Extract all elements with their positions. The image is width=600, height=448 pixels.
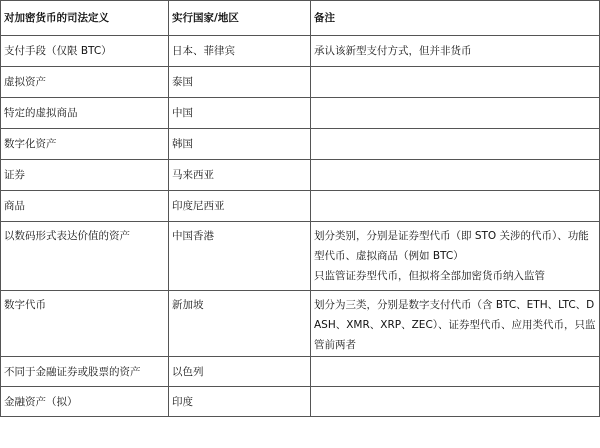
- table-row: [1, 160, 600, 191]
- table-row: [1, 357, 600, 387]
- cell-definition: 金融资产（拟）: [1, 387, 169, 417]
- cell-definition: 不同于金融证券或股票的资产: [1, 357, 169, 387]
- table-row: [1, 291, 600, 357]
- cell-definition: 数字化资产: [1, 129, 169, 160]
- cell-region: 中国: [169, 98, 311, 129]
- cell-notes: [311, 129, 600, 160]
- cell-notes: [311, 191, 600, 222]
- note-line: 承认该新型支付方式，但并非货币: [314, 45, 472, 57]
- cell-notes: [311, 291, 600, 357]
- table-row: [1, 129, 600, 160]
- cell-notes: [311, 36, 600, 67]
- cell-notes: [311, 160, 600, 191]
- cell-region: 以色列: [169, 357, 311, 387]
- note-line: 划分类别，分别是证券型代币（即 STO 关涉的代币）、功能型代币、虚拟商品（例如 BTC）: [314, 230, 589, 262]
- cell-notes: [311, 222, 600, 291]
- cell-region: 新加坡: [169, 291, 311, 357]
- cell-notes: [311, 67, 600, 98]
- header-definition: 对加密货币的司法定义: [1, 1, 169, 36]
- header-notes: 备注: [311, 1, 600, 36]
- cell-definition: 商品: [1, 191, 169, 222]
- cell-definition: 数字代币: [1, 291, 169, 357]
- cell-notes: [311, 357, 600, 387]
- table-row: [1, 191, 600, 222]
- note-line: 只监管证券型代币，但拟将全部加密货币纳入监管: [314, 270, 545, 282]
- cell-region: 马来西亚: [169, 160, 311, 191]
- table-header-row: [1, 1, 600, 36]
- cell-definition: 特定的虚拟商品: [1, 98, 169, 129]
- cell-region: 韩国: [169, 129, 311, 160]
- cell-region: 日本、菲律宾: [169, 36, 311, 67]
- cell-definition: 以数码形式表达价值的资产: [1, 222, 169, 291]
- cell-region: 中国香港: [169, 222, 311, 291]
- cell-definition: 虚拟资产: [1, 67, 169, 98]
- table-row: [1, 98, 600, 129]
- header-region: 实行国家/地区: [169, 1, 311, 36]
- cell-notes: [311, 98, 600, 129]
- cell-definition: 支付手段（仅限 BTC）: [1, 36, 169, 67]
- cell-region: 泰国: [169, 67, 311, 98]
- table-row: [1, 222, 600, 291]
- table-row: [1, 387, 600, 417]
- table-row: [1, 67, 600, 98]
- cell-notes: [311, 387, 600, 417]
- cell-region: 印度尼西亚: [169, 191, 311, 222]
- cell-region: 印度: [169, 387, 311, 417]
- table-row: [1, 36, 600, 67]
- note-line: 划分为三类，分别是数字支付代币（含 BTC、ETH、LTC、DASH、XMR、XRP、ZEC）、证券型代币、应用类代币，只监管前两者: [314, 299, 596, 351]
- cell-definition: 证券: [1, 160, 169, 191]
